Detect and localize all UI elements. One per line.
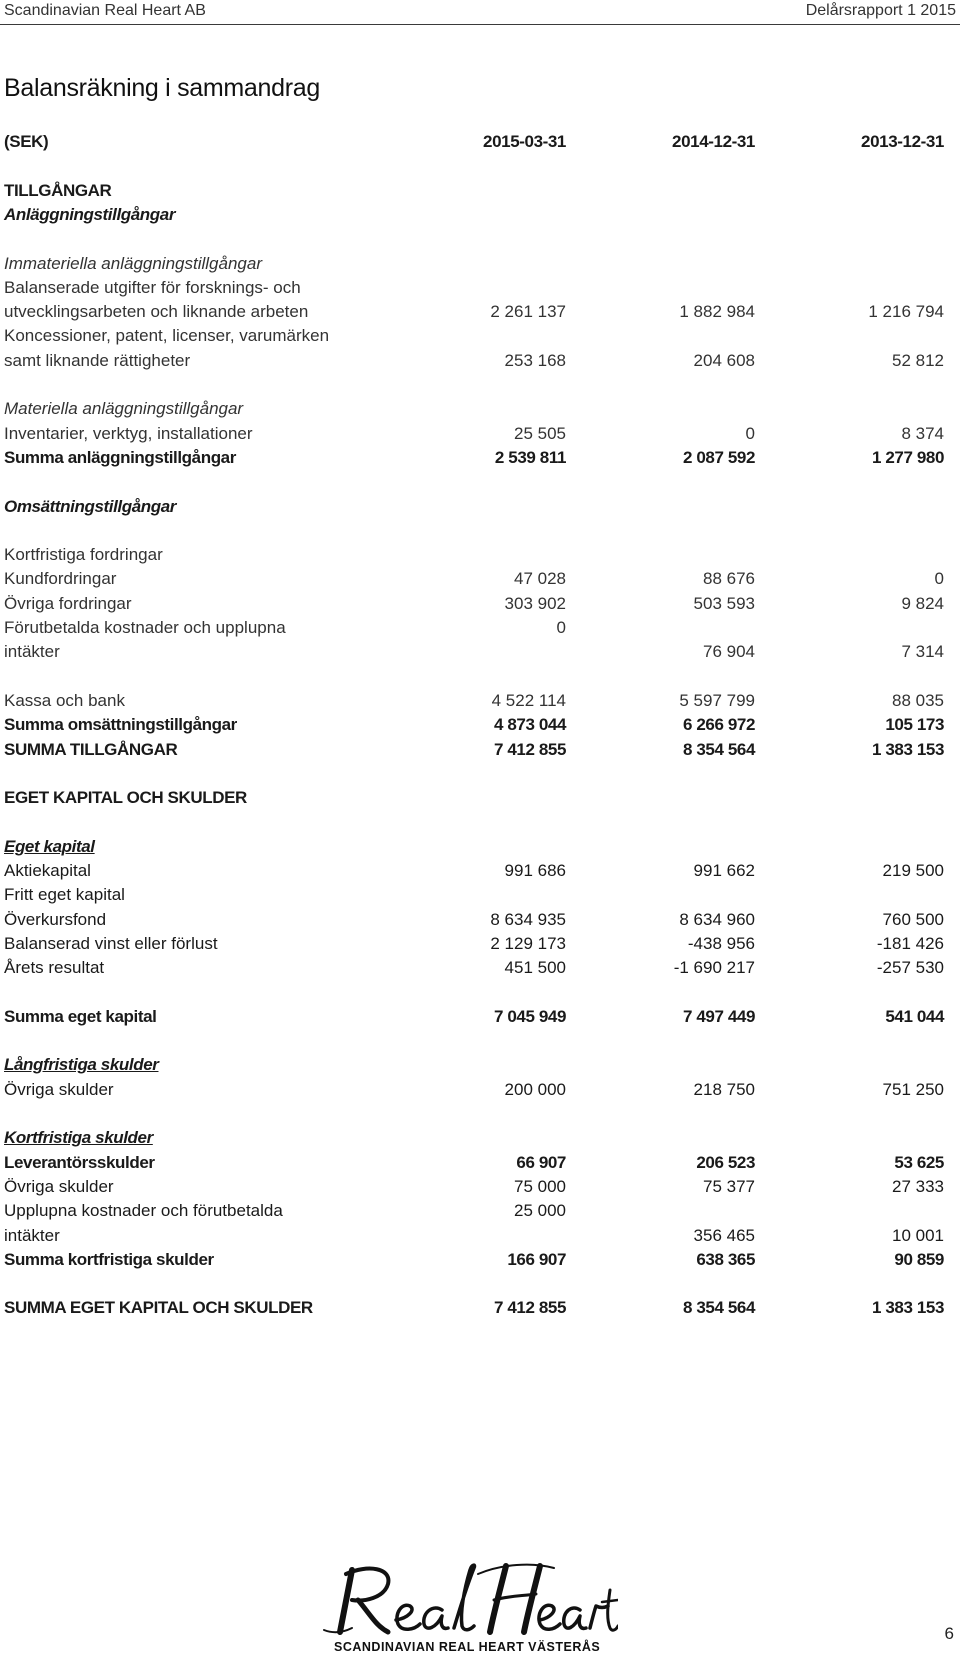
table-row — [0, 1102, 960, 1126]
table-row — [0, 227, 960, 251]
value-2014-12-31: 76 904 — [703, 642, 755, 661]
table-row — [0, 640, 960, 664]
value-2015-03-31: 4 522 114 — [491, 691, 566, 710]
value-2015-03-31: 253 168 — [504, 351, 566, 370]
value-2013-12-31: 105 173 — [885, 715, 944, 734]
table-row — [0, 616, 960, 640]
row-label: Omsättningstillgångar — [4, 497, 177, 516]
row-label: Kundfordringar — [4, 569, 117, 588]
table-row — [0, 373, 960, 397]
value-2013-12-31: 88 035 — [892, 691, 944, 710]
value-2015-03-31: 25 000 — [514, 1201, 566, 1220]
table-row — [0, 446, 960, 470]
row-label: TILLGÅNGAR — [4, 181, 112, 200]
value-2015-03-31: 200 000 — [504, 1080, 566, 1099]
value-2015-03-31: 0 — [556, 618, 566, 637]
value-2015-03-31: 451 500 — [504, 958, 566, 977]
row-label: Aktiekapital — [4, 861, 91, 880]
table-row — [0, 956, 960, 980]
table-row — [0, 810, 960, 834]
row-label: intäkter — [4, 642, 60, 661]
table-row — [0, 762, 960, 786]
table-row — [0, 397, 960, 421]
value-2013-12-31: -257 530 — [876, 958, 944, 977]
table-row — [0, 1296, 960, 1320]
table-row — [0, 276, 960, 300]
table-row — [0, 203, 960, 227]
row-label: Summa kortfristiga skulder — [4, 1250, 214, 1269]
row-label: SUMMA TILLGÅNGAR — [4, 740, 178, 759]
value-2015-03-31: 303 902 — [504, 594, 566, 613]
value-2015-03-31: 47 028 — [514, 569, 566, 588]
table-row — [0, 665, 960, 689]
table-row — [0, 130, 960, 154]
value-2014-12-31: 2 087 592 — [682, 448, 755, 467]
value-2013-12-31: -181 426 — [876, 934, 944, 953]
value-2015-03-31: 7 412 855 — [493, 740, 566, 759]
table-row — [0, 300, 960, 324]
value-2013-12-31: 52 812 — [892, 351, 944, 370]
value-2014-12-31: 75 377 — [703, 1177, 755, 1196]
row-label: Leverantörsskulder — [4, 1153, 155, 1172]
row-label: (SEK) — [4, 132, 49, 151]
row-label: Immateriella anläggningstillgångar — [4, 254, 262, 273]
value-2015-03-31: 7 412 855 — [493, 1298, 566, 1317]
table-row — [0, 713, 960, 737]
table-row — [0, 495, 960, 519]
value-2014-12-31: 8 634 960 — [679, 910, 755, 929]
value-2014-12-31: 503 593 — [693, 594, 755, 613]
row-label: SUMMA EGET KAPITAL OCH SKULDER — [4, 1298, 313, 1317]
value-2013-12-31: 10 001 — [892, 1226, 944, 1245]
table-row — [0, 567, 960, 591]
row-label: Övriga skulder — [4, 1177, 114, 1196]
value-2015-03-31: 2 539 811 — [494, 448, 566, 467]
row-label: Långfristiga skulder — [4, 1055, 159, 1074]
table-row — [0, 154, 960, 178]
value-2014-12-31: 7 497 449 — [682, 1007, 755, 1026]
value-2013-12-31: 2013-12-31 — [861, 132, 944, 151]
table-row — [0, 835, 960, 859]
value-2014-12-31: 1 882 984 — [679, 302, 755, 321]
table-row — [0, 1029, 960, 1053]
table-row — [0, 179, 960, 203]
value-2013-12-31: 1 216 794 — [868, 302, 944, 321]
row-label: Summa eget kapital — [4, 1007, 157, 1026]
value-2014-12-31: 5 597 799 — [679, 691, 755, 710]
row-label: Kassa och bank — [4, 691, 125, 710]
table-row — [0, 1224, 960, 1248]
real-heart-logo-icon — [318, 1560, 618, 1640]
value-2013-12-31: 1 277 980 — [871, 448, 944, 467]
page-header — [0, 0, 960, 25]
value-2015-03-31: 25 505 — [514, 424, 566, 443]
value-2013-12-31: 53 625 — [894, 1153, 944, 1172]
row-label: Summa omsättningstillgångar — [4, 715, 237, 734]
value-2013-12-31: 1 383 153 — [871, 740, 944, 759]
table-row — [0, 349, 960, 373]
value-2015-03-31: 991 686 — [504, 861, 566, 880]
value-2014-12-31: 88 676 — [703, 569, 755, 588]
value-2014-12-31: 0 — [745, 424, 755, 443]
table-row — [0, 689, 960, 713]
value-2015-03-31: 75 000 — [514, 1177, 566, 1196]
value-2014-12-31: 638 365 — [696, 1250, 755, 1269]
value-2013-12-31: 760 500 — [882, 910, 944, 929]
table-row — [0, 1078, 960, 1102]
row-label: Årets resultat — [4, 958, 105, 977]
row-label: Balanserade utgifter för forsknings- och — [4, 278, 301, 297]
value-2013-12-31: 27 333 — [892, 1177, 944, 1196]
value-2014-12-31: 218 750 — [693, 1080, 755, 1099]
company-name: Scandinavian Real Heart AB — [4, 2, 206, 19]
row-label: samt liknande rättigheter — [4, 351, 191, 370]
value-2014-12-31: 8 354 564 — [682, 1298, 755, 1317]
value-2014-12-31: 8 354 564 — [682, 740, 755, 759]
value-2014-12-31: 2014-12-31 — [672, 132, 755, 151]
value-2014-12-31: 206 523 — [696, 1153, 755, 1172]
table-row — [0, 859, 960, 883]
table-row — [0, 1175, 960, 1199]
logo-tagline: SCANDINAVIAN REAL HEART VÄSTERÅS — [334, 1640, 601, 1654]
value-2013-12-31: 1 383 153 — [871, 1298, 944, 1317]
table-row — [0, 883, 960, 907]
row-label: Förutbetalda kostnader och upplupna — [4, 618, 286, 637]
value-2015-03-31: 2 129 173 — [490, 934, 566, 953]
table-row — [0, 592, 960, 616]
row-label: Inventarier, verktyg, installationer — [4, 424, 253, 443]
value-2015-03-31: 8 634 935 — [490, 910, 566, 929]
row-label: Eget kapital — [4, 837, 95, 856]
row-label: Kortfristiga fordringar — [4, 545, 163, 564]
table-row — [0, 1272, 960, 1296]
row-label: Kortfristiga skulder — [4, 1128, 153, 1147]
row-label: Balanserad vinst eller förlust — [4, 934, 218, 953]
table-row — [0, 1053, 960, 1077]
table-row — [0, 932, 960, 956]
row-label: Koncessioner, patent, licenser, varumärken — [4, 326, 330, 345]
row-label: Fritt eget kapital — [4, 885, 125, 904]
value-2015-03-31: 7 045 949 — [493, 1007, 566, 1026]
value-2014-12-31: 6 266 972 — [682, 715, 755, 734]
value-2013-12-31: 0 — [934, 569, 944, 588]
value-2013-12-31: 541 044 — [885, 1007, 944, 1026]
value-2013-12-31: 90 859 — [894, 1250, 944, 1269]
row-label: intäkter — [4, 1226, 60, 1245]
row-label: Upplupna kostnader och förutbetalda — [4, 1201, 283, 1220]
row-label: EGET KAPITAL OCH SKULDER — [4, 788, 247, 807]
table-row — [0, 1248, 960, 1272]
value-2013-12-31: 219 500 — [882, 861, 944, 880]
table-row — [0, 519, 960, 543]
row-label: utvecklingsarbeten och liknande arbeten — [4, 302, 309, 321]
row-label: Övriga skulder — [4, 1080, 114, 1099]
table-row — [0, 422, 960, 446]
value-2013-12-31: 8 374 — [901, 424, 944, 443]
row-label: Övriga fordringar — [4, 594, 132, 613]
table-row — [0, 908, 960, 932]
row-label: Anläggningstillgångar — [4, 205, 176, 224]
row-label: Materiella anläggningstillgångar — [4, 399, 244, 418]
value-2015-03-31: 66 907 — [516, 1153, 566, 1172]
row-label: Summa anläggningstillgångar — [4, 448, 236, 467]
real-heart-logo — [0, 1560, 960, 1658]
value-2013-12-31: 7 314 — [901, 642, 944, 661]
page-title: Balansräkning i sammandrag — [4, 74, 320, 102]
value-2015-03-31: 4 873 044 — [493, 715, 566, 734]
table-row — [0, 1126, 960, 1150]
table-row — [0, 543, 960, 567]
value-2014-12-31: 991 662 — [693, 861, 755, 880]
value-2013-12-31: 9 824 — [901, 594, 944, 613]
value-2014-12-31: -438 956 — [687, 934, 755, 953]
row-label: Överkursfond — [4, 910, 107, 929]
table-row — [0, 1151, 960, 1175]
table-row — [0, 981, 960, 1005]
value-2015-03-31: 2015-03-31 — [483, 132, 566, 151]
table-row — [0, 324, 960, 348]
table-row — [0, 252, 960, 276]
table-row — [0, 738, 960, 762]
table-row — [0, 1005, 960, 1029]
table-row — [0, 1199, 960, 1223]
table-row — [0, 786, 960, 810]
value-2014-12-31: 204 608 — [693, 351, 755, 370]
report-name: Delårsrapport 1 2015 — [805, 2, 956, 19]
value-2013-12-31: 751 250 — [882, 1080, 944, 1099]
value-2014-12-31: 356 465 — [693, 1226, 755, 1245]
page-number: 6 — [944, 1624, 954, 1643]
table-row — [0, 470, 960, 494]
value-2015-03-31: 2 261 137 — [490, 302, 566, 321]
value-2015-03-31: 166 907 — [507, 1250, 566, 1269]
value-2014-12-31: -1 690 217 — [673, 958, 755, 977]
